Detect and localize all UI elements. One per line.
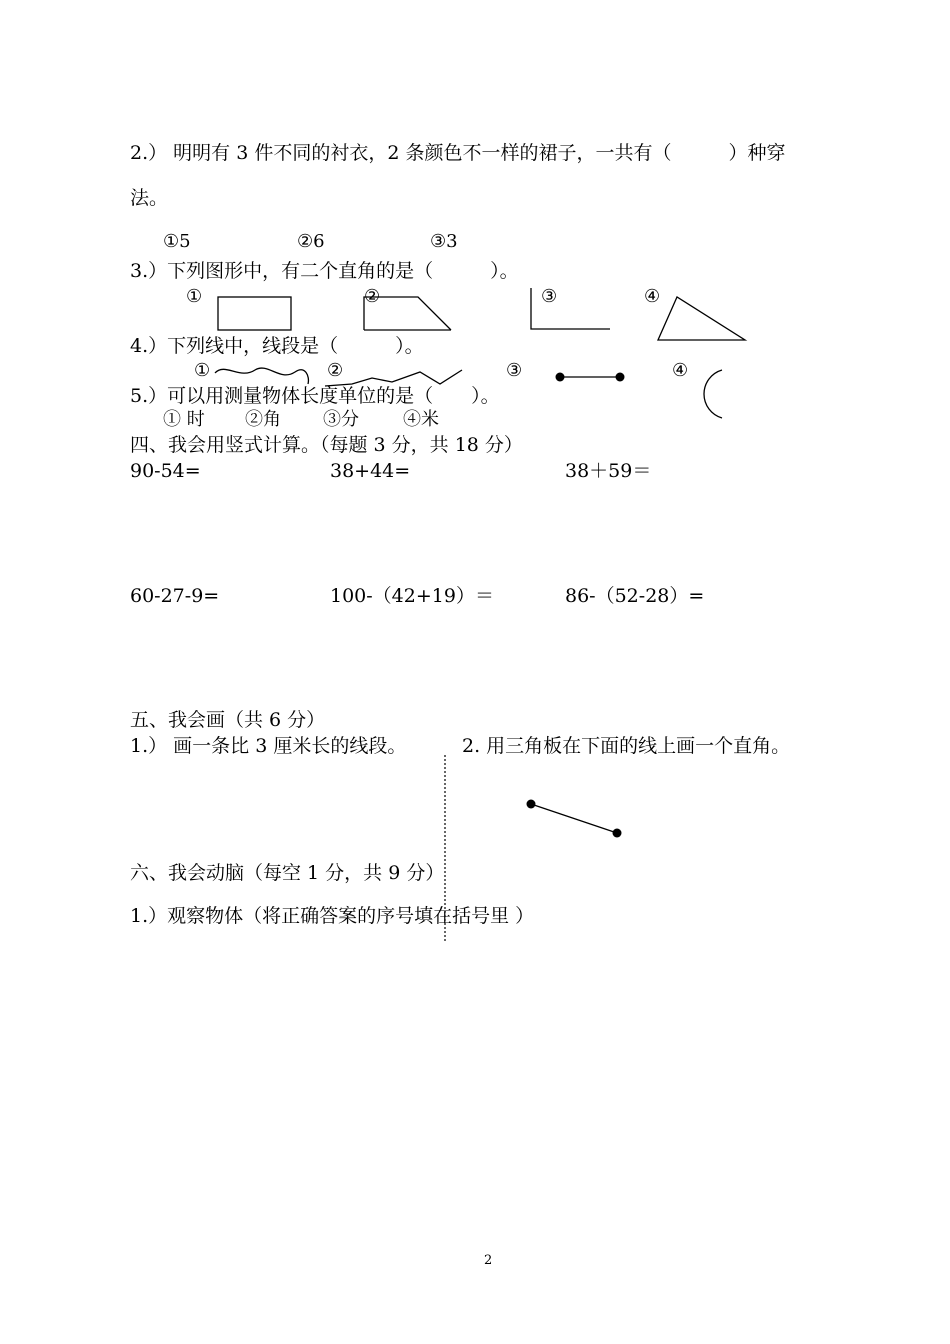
- q2-option-2: ②6: [297, 231, 325, 252]
- q4-label-2: ②: [327, 360, 344, 381]
- q4-curve-line: [215, 368, 308, 384]
- calc-4: 60-27-9=: [130, 585, 220, 607]
- q4-segment-endpoint-left: [556, 373, 565, 382]
- calc-6: 86-（52-28）=: [565, 585, 705, 607]
- q4-broken-line: [325, 370, 462, 386]
- section5-line-endpoint-start: [527, 800, 536, 809]
- section6-title: 六、我会动脑（每空 1 分，共 9 分）: [130, 862, 445, 884]
- section5-given-line: [531, 804, 617, 833]
- q3-label-4: ④: [644, 286, 661, 307]
- q4-label-3: ③: [506, 360, 523, 381]
- q5-option-2: ②角: [245, 409, 281, 430]
- q4-segment-endpoint-right: [616, 373, 625, 382]
- q5-option-4: ④米: [403, 409, 439, 430]
- q5-text: 5.）可以用测量物体长度单位的是（ ）。: [130, 385, 500, 407]
- calc-1: 90-54=: [130, 460, 201, 482]
- q5-option-1: ① 时: [163, 409, 205, 430]
- q2-line1: 2.） 明明有 3 件不同的衬衣，2 条颜色不一样的裙子，一共有（ ）种穿: [130, 142, 786, 164]
- calc-5: 100-（42+19）＝: [330, 585, 494, 607]
- section4-title: 四、我会用竖式计算。（每题 3 分，共 18 分）: [130, 434, 523, 456]
- calc-2: 38+44=: [330, 460, 411, 482]
- section6-q1: 1.）观察物体（将正确答案的序号填在括号里 ）: [130, 905, 535, 927]
- q3-trapezoid-shape: [364, 297, 451, 330]
- calc-3: 38＋59＝: [565, 460, 652, 482]
- q4-arc-line: [704, 370, 722, 418]
- q5-option-3: ③分: [323, 409, 359, 430]
- section5-q2: 2. 用三角板在下面的线上画一个直角。: [462, 735, 791, 757]
- q3-label-3: ③: [541, 286, 558, 307]
- q3-triangle-shape: [658, 297, 745, 340]
- q4-text: 4.）下列线中，线段是（ ）。: [130, 335, 424, 357]
- q4-label-4: ④: [672, 360, 689, 381]
- q3-text: 3.）下列图形中，有二个直角的是（ ）。: [130, 260, 519, 282]
- q3-right-angle-shape: [531, 288, 610, 329]
- section5-title: 五、我会画（共 6 分）: [130, 709, 326, 731]
- q2-option-1: ①5: [163, 231, 191, 252]
- section5-q1: 1.） 画一条比 3 厘米长的线段。: [130, 735, 407, 757]
- section5-line-endpoint-end: [613, 829, 622, 838]
- q2-option-3: ③3: [430, 231, 458, 252]
- q3-rectangle-shape: [218, 297, 291, 330]
- q3-label-2: ②: [364, 286, 381, 307]
- q2-line2: 法。: [130, 187, 169, 209]
- q3-label-1: ①: [186, 286, 203, 307]
- q4-label-1: ①: [194, 360, 211, 381]
- page-number: 2: [484, 1253, 493, 1268]
